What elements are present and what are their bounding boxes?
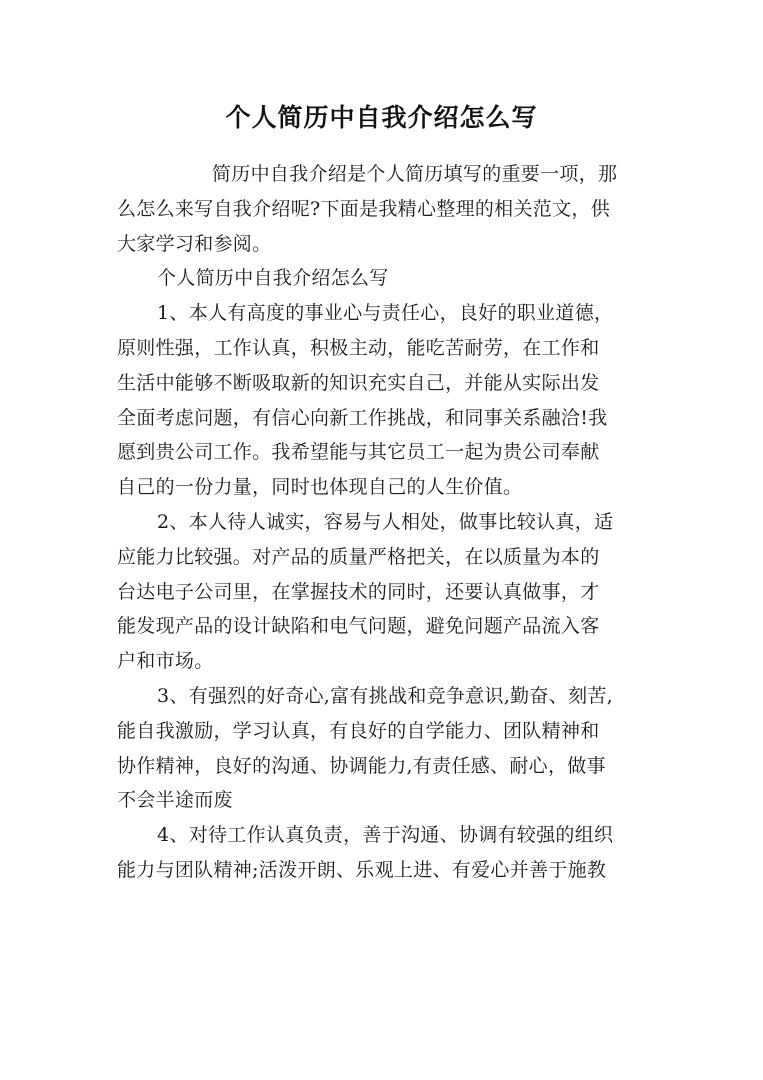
item-1-line: 1、本人有高度的事业心与责任心，良好的职业道德，	[157, 302, 614, 325]
item-2-line: 台达电子公司里，在掌握技术的同时，还要认真做事，才	[117, 580, 600, 603]
intro-line: 简历中自我介绍是个人简历填写的重要一项，那	[212, 163, 618, 185]
item-1-line: 愿到贵公司工作。我希望能与其它员工一起为贵公司奉献	[117, 441, 600, 464]
item-4-line: 4、对待工作认真负责，善于沟通、协调有较强的组织	[157, 824, 614, 847]
subheading: 个人简历中自我介绍怎么写	[157, 267, 389, 290]
item-3-line: 协作精神，良好的沟通、协调能力,有责任感、耐心，做事	[117, 754, 606, 777]
document-body	[117, 157, 647, 888]
item-2-line: 2、本人待人诚实，容易与人相处，做事比较认真，适	[157, 510, 614, 533]
item-1-line: 原则性强，工作认真，积极主动，能吃苦耐劳，在工作和	[117, 336, 600, 359]
item-2-line: 应能力比较强。对产品的质量严格把关，在以质量为本的	[117, 545, 600, 568]
item-1-line: 生活中能够不断吸取新的知识充实自己，并能从实际出发	[117, 371, 600, 394]
intro-line: 么怎么来写自我介绍呢?下面是我精心整理的相关范文，供	[117, 197, 610, 220]
item-3-line: 不会半途而废	[117, 789, 233, 812]
item-4-line: 能力与团队精神;活泼开朗、乐观上进、有爱心并善于施教	[117, 858, 607, 881]
item-1-line: 全面考虑问题，有信心向新工作挑战，和同事关系融洽!我	[117, 406, 608, 429]
item-1-line: 自己的一份力量，同时也体现自己的人生价值。	[117, 476, 523, 499]
item-3-line: 3、有强烈的好奇心,富有挑战和竞争意识,勤奋、刻苦,	[157, 684, 614, 707]
item-2-line: 户和市场。	[117, 650, 214, 673]
intro-line: 大家学习和参阅。	[117, 232, 272, 255]
item-3-line: 能自我激励，学习认真，有良好的自学能力、团队精神和	[117, 719, 600, 742]
document-title: 个人简历中自我介绍怎么写	[225, 103, 538, 132]
item-2-line: 能发现产品的设计缺陷和电气问题，避免问题产品流入客	[117, 615, 600, 638]
